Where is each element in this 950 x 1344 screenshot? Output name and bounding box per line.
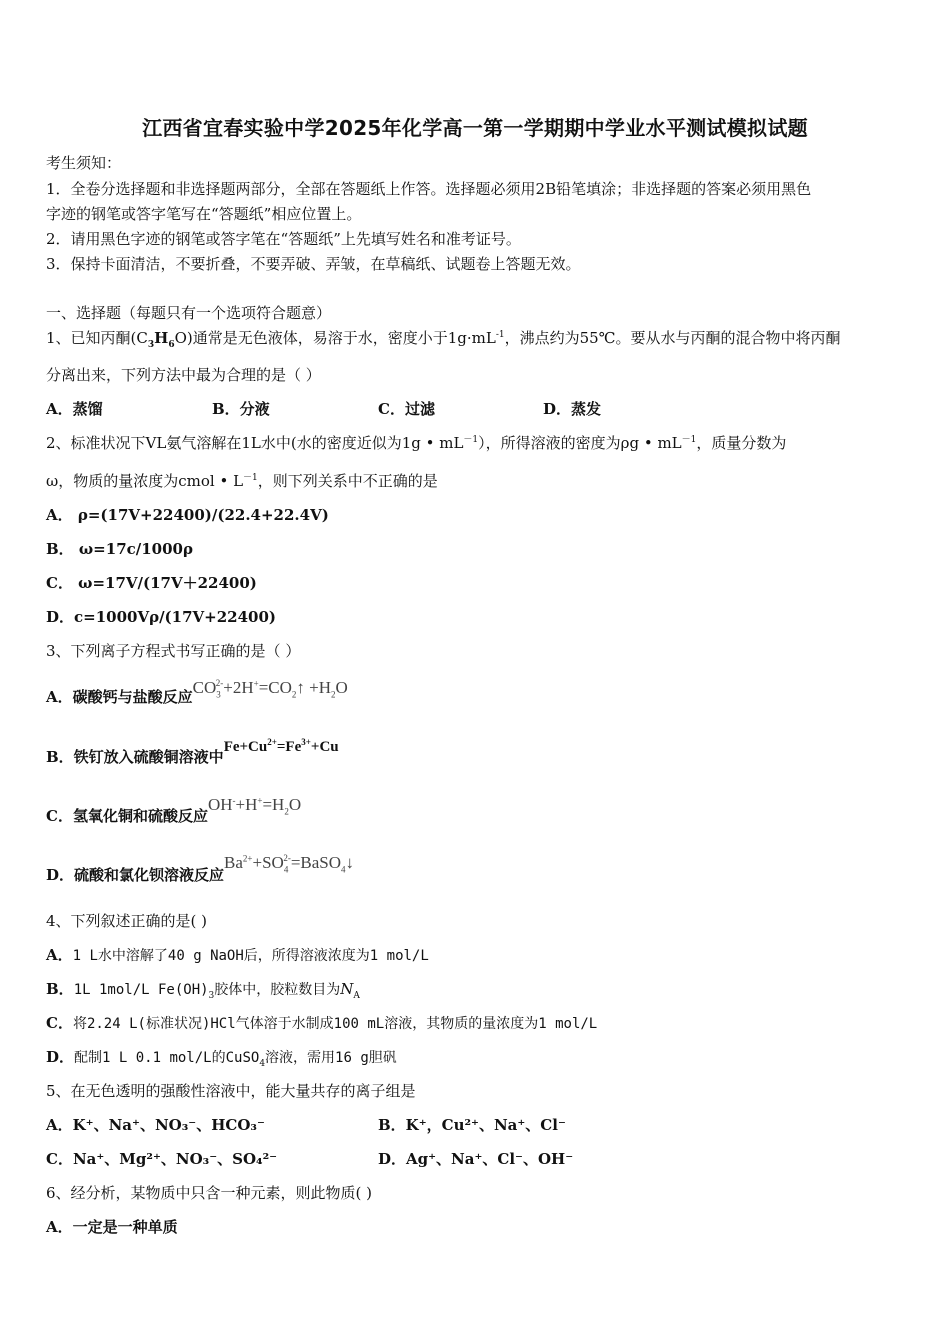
- q5-option-d: D．Ag⁺、Na⁺、Cl⁻、OH⁻: [378, 1150, 574, 1168]
- q4-option-c: C．将2.24 L(标准状况)HCl气体溶于水制成100 mL溶液，其物质的量浓度为1 mol/L: [46, 1014, 598, 1032]
- q4-option-a: A．1 L水中溶解了40 g NaOH后，所得溶液浓度为1 mol/L: [46, 946, 429, 964]
- q4-option-b: B．1L 1mol/L $Fe(OH)_3$胶体中，胶粒数目为$N_A$: [46, 980, 360, 1001]
- page-title: 江西省宜春实验中学2025年化学高一第一学期期中学业水平测试模拟试题: [142, 116, 808, 140]
- question-6-stem: 6、经分析，某物质中只含一种元素，则此物质( ): [46, 1184, 373, 1202]
- question-3-stem: 3、下列离子方程式书写正确的是（ ）: [46, 642, 301, 660]
- q1-option-a: A．蒸馏: [46, 400, 103, 418]
- notice-item: 字迹的钢笔或答字笔写在“答题纸”相应位置上。: [46, 205, 362, 223]
- notice-item: 3．保持卡面清洁，不要折叠，不要弄破、弄皱，在草稿纸、试题卷上答题无效。: [46, 255, 581, 273]
- q4-option-d: D．配制1 L 0.1 mol/L的CuSO$_4$溶液，需用16 g胆矾: [46, 1048, 397, 1069]
- question-2-stem-cont: ω，物质的量浓度为cmol • $L^{-1}$，则下列关系中不正确的是: [46, 472, 438, 490]
- equation-c: $OH^-+H^+=H_2O$: [207, 795, 302, 817]
- equation-a: $CO_3^{2-}+2H^+=CO_2↑ +H_2O$: [192, 678, 348, 700]
- notice-item: 1．全卷分选择题和非选择题两部分，全部在答题纸上作答。选择题必须用2B铅笔填涂；非选择题的答案必须用黑色: [46, 180, 812, 198]
- q3-option-a: A．碳酸钙与盐酸反应$CO_3^{2-}+2H^+=CO_2↑ +H_2O$: [46, 678, 348, 706]
- q5-option-c: C．Na⁺、Mg²⁺、NO₃⁻、SO₄²⁻: [46, 1150, 278, 1168]
- question-4-stem: 4、下列叙述正确的是( ): [46, 912, 208, 930]
- q1-option-c: C．过滤: [378, 400, 435, 418]
- question-2-stem: 2、标准状况下VL氨气溶解在1L水中(水的密度近似为1g • $mL^{-1}$），所得溶液的密度为ρg • $mL^{-1}$，质量分数为: [46, 434, 787, 452]
- notice-item: 2．请用黑色字迹的钢笔或答字笔在“答题纸”上先填写姓名和准考证号。: [46, 230, 521, 248]
- q3-option-b: B．铁钉放入硫酸铜溶液中$Fe+Cu^{2+}=Fe^{3+}+Cu$: [46, 737, 339, 766]
- equation-b: $Fe+Cu^{2+}=Fe^{3+}+Cu$: [223, 737, 339, 755]
- q5-option-b: B．K⁺，Cu²⁺、Na⁺、Cl⁻: [378, 1116, 566, 1134]
- question-1-stem-cont: 分离出来，下列方法中最为合理的是（ ）: [46, 366, 321, 384]
- q1-option-d: D．蒸发: [543, 400, 602, 418]
- q2-option-d: D．c=1000Vρ/(17V+22400): [46, 608, 277, 626]
- q1-option-b: B．分液: [212, 400, 270, 418]
- q5-option-a: A．K⁺、Na⁺、NO₃⁻、HCO₃⁻: [46, 1116, 265, 1134]
- q2-option-c: C． ω=17V/(17V＋22400): [46, 574, 257, 592]
- q3-option-d: D．硫酸和氯化钡溶液反应$Ba^{2+}+SO_4^{2-}=BaSO_4↓$: [46, 853, 355, 884]
- section-heading: 一、选择题（每题只有一个选项符合题意）: [46, 304, 332, 322]
- question-5-stem: 5、在无色透明的强酸性溶液中，能大量共存的离子组是: [46, 1082, 416, 1100]
- q6-option-a: A．一定是一种单质: [46, 1218, 178, 1236]
- notice-heading: 考生须知：: [46, 154, 122, 172]
- equation-d: $Ba^{2+}+SO_4^{2-}=BaSO_4↓$: [224, 853, 355, 875]
- q3-option-c: C．氢氧化铜和硫酸反应$OH^-+H^+=H_2O$: [46, 795, 302, 825]
- q2-option-a: A． ρ=(17V+22400)/(22.4+22.4V): [46, 506, 329, 524]
- question-1-stem: 1、已知丙酮$(C_3H_6O)$通常是无色液体，易溶于水，密度小于$1g\cdot mL^{-1}$，沸点约为55℃。要从水与丙酮的混合物中将丙酮: [46, 329, 841, 350]
- q2-option-b: B． ω=17c/1000ρ: [46, 540, 193, 558]
